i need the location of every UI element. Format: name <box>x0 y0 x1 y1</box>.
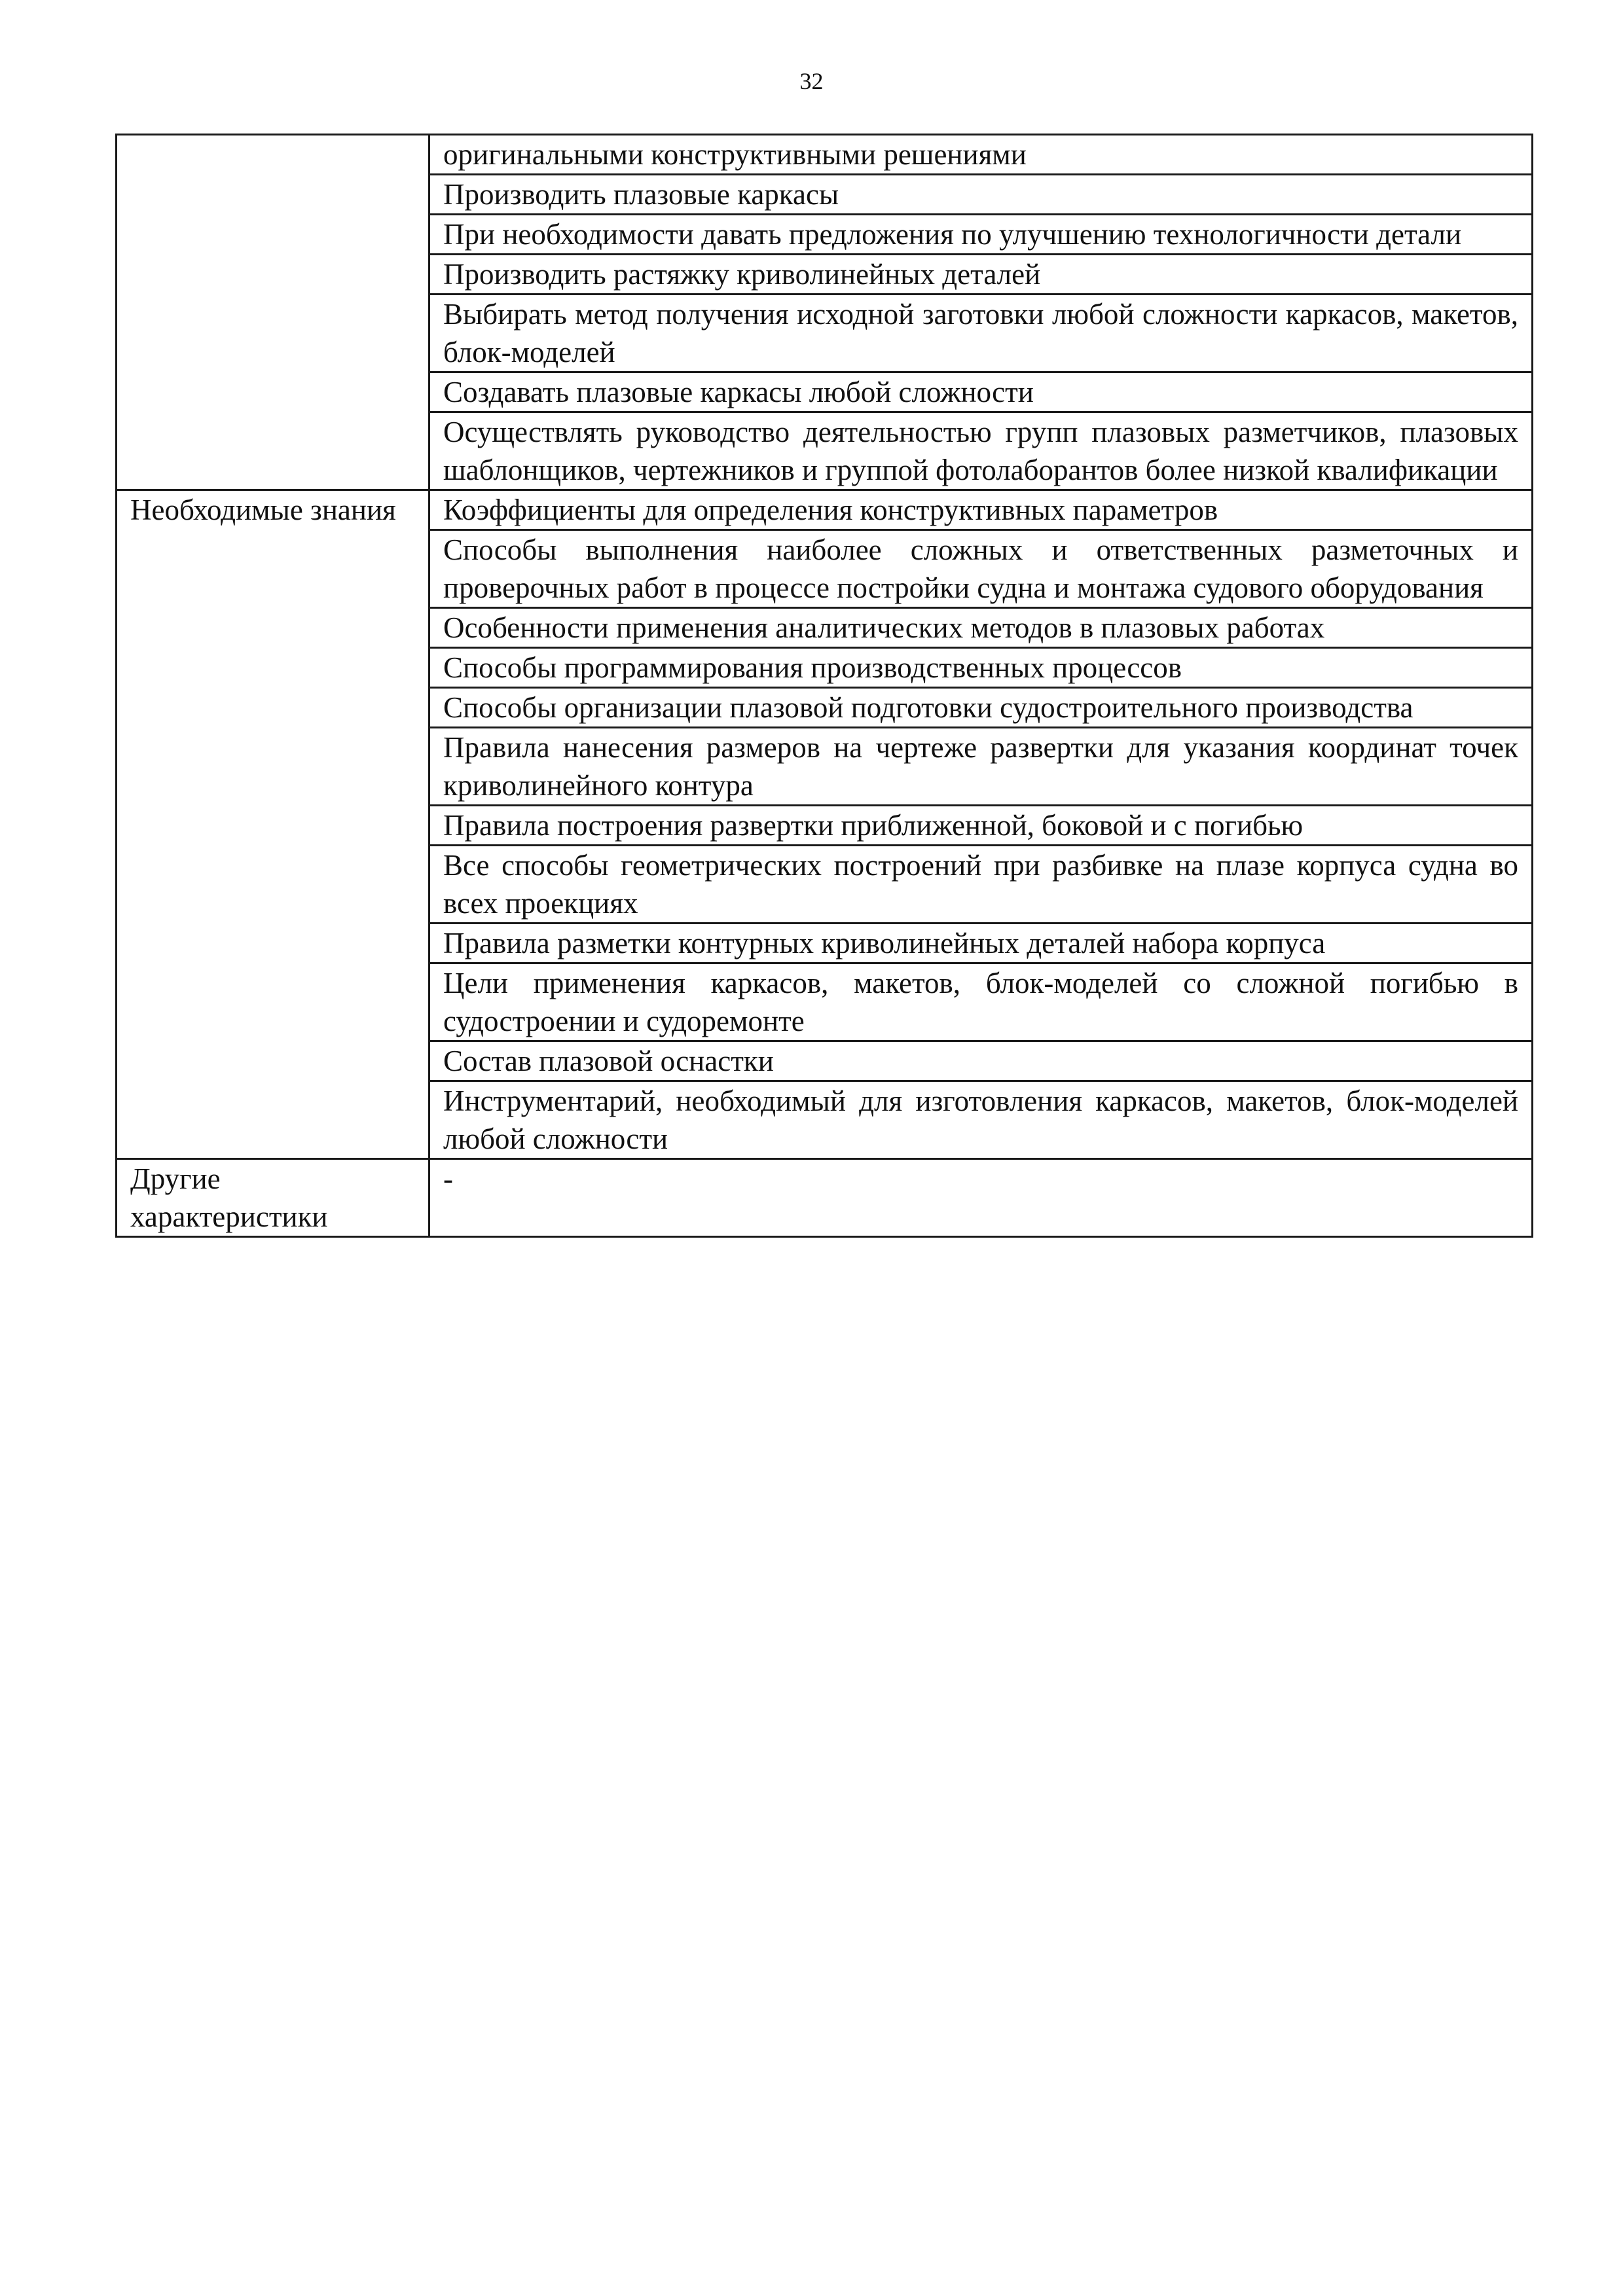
table-cell: оригинальными конструктивными решениями <box>429 135 1533 175</box>
table-cell: При необходимости давать предложения по улучшению технологичности детали <box>429 215 1533 255</box>
table-cell: Создавать плазовые каркасы любой сложности <box>429 372 1533 412</box>
table-cell: Правила нанесения размеров на чертеже развертки для указания координат точек криволинейного контура <box>429 728 1533 806</box>
table-cell: Правила построения развертки приближенной, боковой и с погибью <box>429 806 1533 846</box>
table-cell: Способы организации плазовой подготовки судостроительного производства <box>429 688 1533 728</box>
table-row <box>117 490 1533 530</box>
table-cell: Производить плазовые каркасы <box>429 175 1533 215</box>
table-cell: Осуществлять руководство деятельностью групп плазовых разметчиков, плазовых шаблонщиков, чертежников и группой фотолаборантов более низкой квалификации <box>429 412 1533 490</box>
table-cell: Все способы геометрических построений при разбивке на плазе корпуса судна во всех проекциях <box>429 846 1533 924</box>
table-row <box>117 135 1533 175</box>
table-cell: Способы программирования производственных процессов <box>429 648 1533 688</box>
table-cell: Состав плазовой оснастки <box>429 1041 1533 1081</box>
table-cell: Выбирать метод получения исходной заготовки любой сложности каркасов, макетов, блок-моделей <box>429 295 1533 372</box>
row-label <box>117 135 429 490</box>
table-cell: Особенности применения аналитических методов в плазовых работах <box>429 608 1533 648</box>
table-cell: Способы выполнения наиболее сложных и ответственных разметочных и проверочных работ в процессе постройки судна и монтажа судового оборудования <box>429 530 1533 608</box>
row-label-other: Другие характеристики <box>117 1159 429 1237</box>
table-cell: Производить растяжку криволинейных деталей <box>429 255 1533 295</box>
row-label-knowledge: Необходимые знания <box>117 490 429 1159</box>
table-cell: - <box>429 1159 1533 1237</box>
table-cell: Цели применения каркасов, макетов, блок-моделей со сложной погибью в судостроении и судоремонте <box>429 963 1533 1041</box>
table-cell: Правила разметки контурных криволинейных деталей набора корпуса <box>429 924 1533 963</box>
table-cell: Инструментарий, необходимый для изготовления каркасов, макетов, блок-моделей любой сложности <box>429 1081 1533 1159</box>
table-cell: Коэффициенты для определения конструктивных параметров <box>429 490 1533 530</box>
table-row <box>117 1159 1533 1237</box>
requirements-table <box>115 134 1533 1238</box>
page-number: 32 <box>799 68 824 94</box>
